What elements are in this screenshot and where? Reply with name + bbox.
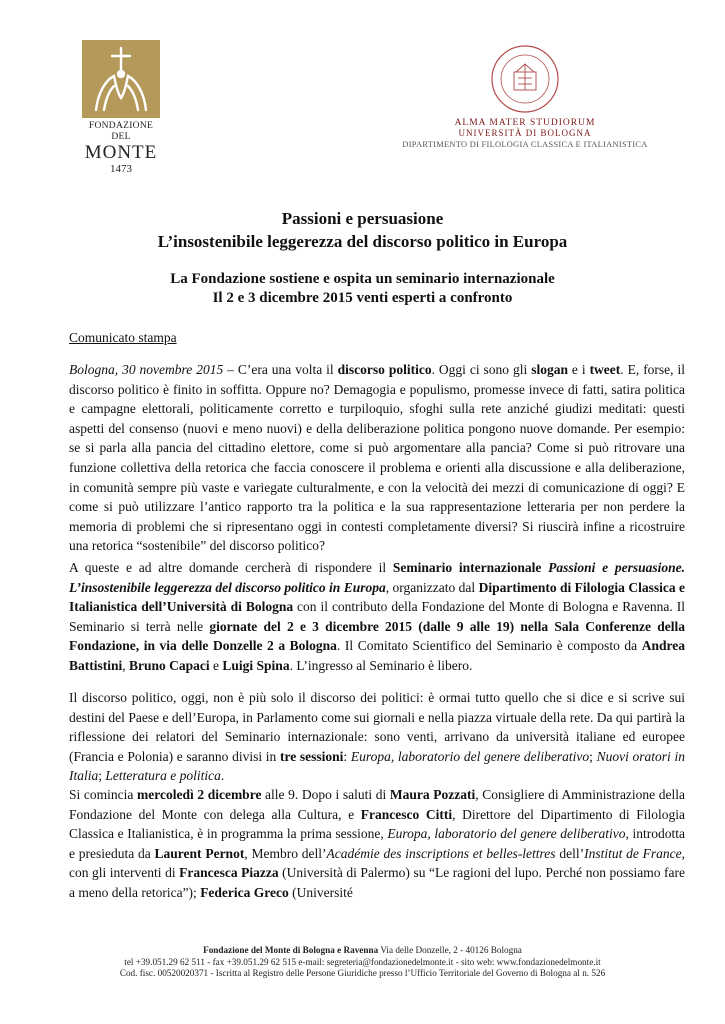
text: (Université xyxy=(288,884,353,900)
text: – C’era una volta il xyxy=(223,362,338,377)
unibo-seal-icon xyxy=(490,44,560,114)
text: : xyxy=(343,748,351,764)
fdm-logo-line1: FONDAZIONE DEL xyxy=(88,121,154,142)
text: . xyxy=(220,768,225,784)
text: . L’ingresso al Seminario è libero. xyxy=(289,657,473,673)
title-line1: Passioni e persuasione xyxy=(281,209,444,228)
text: , introdotta e presieduta da xyxy=(69,826,685,861)
text: . E, forse, il discorso politico è finito in soffitta. Oppure no? Demagogia e populismo, promesse invece di fatti, satira politica e campagne elettorali, politicamente corretto e turpiloquio, sfoghi sulla rete anziché giudizi meditati: questi aspetti del consenso (nuovi e meno nuovi) e della deliberazione politica pongono nuove domande. Per esempio: se si parla alla pancia del cittadino elettore, come si può argomentare alla pancia? Come si può ritrovare una funzione collettiva della retorica che faccia conoscere il problema e orienti alla discussione e alla deliberazione, in comunità sempre più vaste e variegate culturalmente, e con la velocità dei mezzi di comunicazione di oggi? E come si può utilizzare l’antico rapporto tra la politica e la sua rappresentazione letteraria per non perdere la memoria di problemi che si ripresentano oggi in contesti completamente diversi? Si riuscirà infine a ricostruire una retorica “sostenibile” del discorso politico? xyxy=(69,362,686,554)
person-name: Francesca Piazza xyxy=(179,865,279,881)
title-line2: L’insostenibile leggerezza del discorso politico in Europa xyxy=(157,232,568,251)
footer-address-line xyxy=(0,945,725,957)
fdm-logo-line2: MONTE xyxy=(84,142,158,163)
session-title: Europa, laboratorio del genere deliberativo xyxy=(387,826,626,842)
footer-legal: Cod. fisc. 00520020371 - Iscritta al Registro delle Persone Giuridiche presso l’Ufficio Territoriale del Governo di Bologna al n. 526 xyxy=(119,968,606,978)
emphasis: tweet xyxy=(589,362,621,377)
text: ; xyxy=(589,748,597,764)
subtitle-line1: La Fondazione sostiene e ospita un seminario internazionale xyxy=(170,271,555,287)
emphasis: giornate del 2 e 3 dicembre 2015 (dalle 9 alle 19) nella Sala Conferenze della Fondazione, in via delle Donzelle 2 a Bologna xyxy=(69,618,685,654)
text: A queste e ad altre domande cercherà di rispondere il xyxy=(69,560,393,575)
text: alle 9. Dopo i saluti di xyxy=(261,787,390,802)
text: , xyxy=(122,657,130,673)
unibo-department: DIPARTIMENTO DI FILOLOGIA CLASSICA E ITALIANISTICA xyxy=(402,140,648,149)
person-name: Luigi Spina xyxy=(222,657,290,673)
person-name: Maura Pozzati xyxy=(389,787,476,802)
fondazione-monte-mark-icon xyxy=(82,40,160,118)
text: Si comincia xyxy=(69,787,137,802)
emphasis: tre sessioni xyxy=(279,748,344,764)
institution: Institut de France xyxy=(584,845,682,861)
person-name: Francesco Citti xyxy=(360,806,453,822)
emphasis: slogan xyxy=(531,362,568,377)
emphasis: mercoledì 2 dicembre xyxy=(136,787,262,802)
text: , Membro dell’ xyxy=(244,845,327,861)
session-title: Europa, laboratorio del genere deliberativo xyxy=(350,748,590,764)
paragraph-2 xyxy=(69,558,685,676)
text: ; xyxy=(98,768,106,784)
text: , con gli interventi di xyxy=(69,845,686,881)
footer xyxy=(0,945,725,980)
text: , Consigliere di Amministrazione della Fondazione del Monte con delega alla Cultura, e xyxy=(69,787,686,822)
emphasis: Dipartimento di Filologia Classica e Italianistica dell’Università di Bologna xyxy=(69,579,685,615)
person-name: Federica Greco xyxy=(200,884,289,900)
paragraph-3 xyxy=(69,688,685,786)
text: . Il Comitato Scientifico del Seminario è composto da xyxy=(336,638,642,654)
fondazione-del-monte-logo xyxy=(82,40,160,175)
session-title: Letteratura e politica xyxy=(105,768,221,784)
footer-org: Fondazione del Monte di Bologna e Ravenna xyxy=(203,945,379,955)
unibo-logo xyxy=(380,44,670,150)
fdm-logo-year: 1473 xyxy=(110,163,132,175)
text: e i xyxy=(567,362,590,377)
person-name: Andrea Battistini xyxy=(69,638,685,673)
text: Il discorso politico, oggi, non è più solo il discorso dei politici: è ormai tutto quello che si dice e si scrive sui destini del Paese e dell’Europa, in Parlamento come sui giornali e nella piazza virtuale della rete. Da qui partirà la riflessione dei relatori del Seminario internazionale: sono venti, arrivano da università italiane ed europee (Francia e Polonia) e saranno divisi in xyxy=(69,690,685,764)
text: dell’ xyxy=(555,845,585,861)
paragraph-1 xyxy=(69,360,685,556)
footer-contacts: tel +39.051.29 62 511 - fax +39.051.29 62 515 e-mail: segreteria@fondazionedelmonte.it - sito web: www.fondazionedelmonte.it xyxy=(124,956,601,967)
text: , Direttore del Dipartimento di Filologia Classica e Italianistica, è in programma la prima sessione, xyxy=(69,806,685,842)
seminar-title: Passioni e persuasione. L’insostenibile leggerezza del discorso politico in Europa xyxy=(69,560,685,595)
text: , organizzato dal xyxy=(385,579,479,595)
emphasis: Seminario internazionale xyxy=(392,560,549,575)
dateline: Bologna, 30 novembre 2015 xyxy=(69,362,224,377)
text: e xyxy=(209,657,223,673)
institution: Académie des inscriptions et belles-lettres xyxy=(326,845,556,861)
comunicato-stampa-heading: Comunicato stampa xyxy=(69,330,177,345)
paragraph-4 xyxy=(69,785,685,903)
unibo-logo-line1: ALMA MATER STUDIORUM xyxy=(454,118,596,128)
unibo-logo-line2: UNIVERSITÀ DI BOLOGNA xyxy=(458,128,592,138)
text: . Oggi ci sono gli xyxy=(431,362,532,377)
person-name: Bruno Capaci xyxy=(129,657,210,673)
person-name: Laurent Pernot xyxy=(154,845,245,861)
subtitle-line2: Il 2 e 3 dicembre 2015 venti esperti a confronto xyxy=(212,290,513,306)
footer-address: Via delle Donzelle, 2 - 40126 Bologna xyxy=(378,945,522,955)
text: con il contributo della Fondazione del Monte di Bologna e Ravenna. Il Seminario si terrà nelle xyxy=(69,599,685,634)
session-title: Nuovi oratori in Italia xyxy=(69,748,685,784)
text: (Università di Palermo) su “Le ragioni del lupo. Perché non possiamo fare a meno della retorica”); xyxy=(69,865,685,900)
emphasis: discorso politico xyxy=(337,362,432,377)
